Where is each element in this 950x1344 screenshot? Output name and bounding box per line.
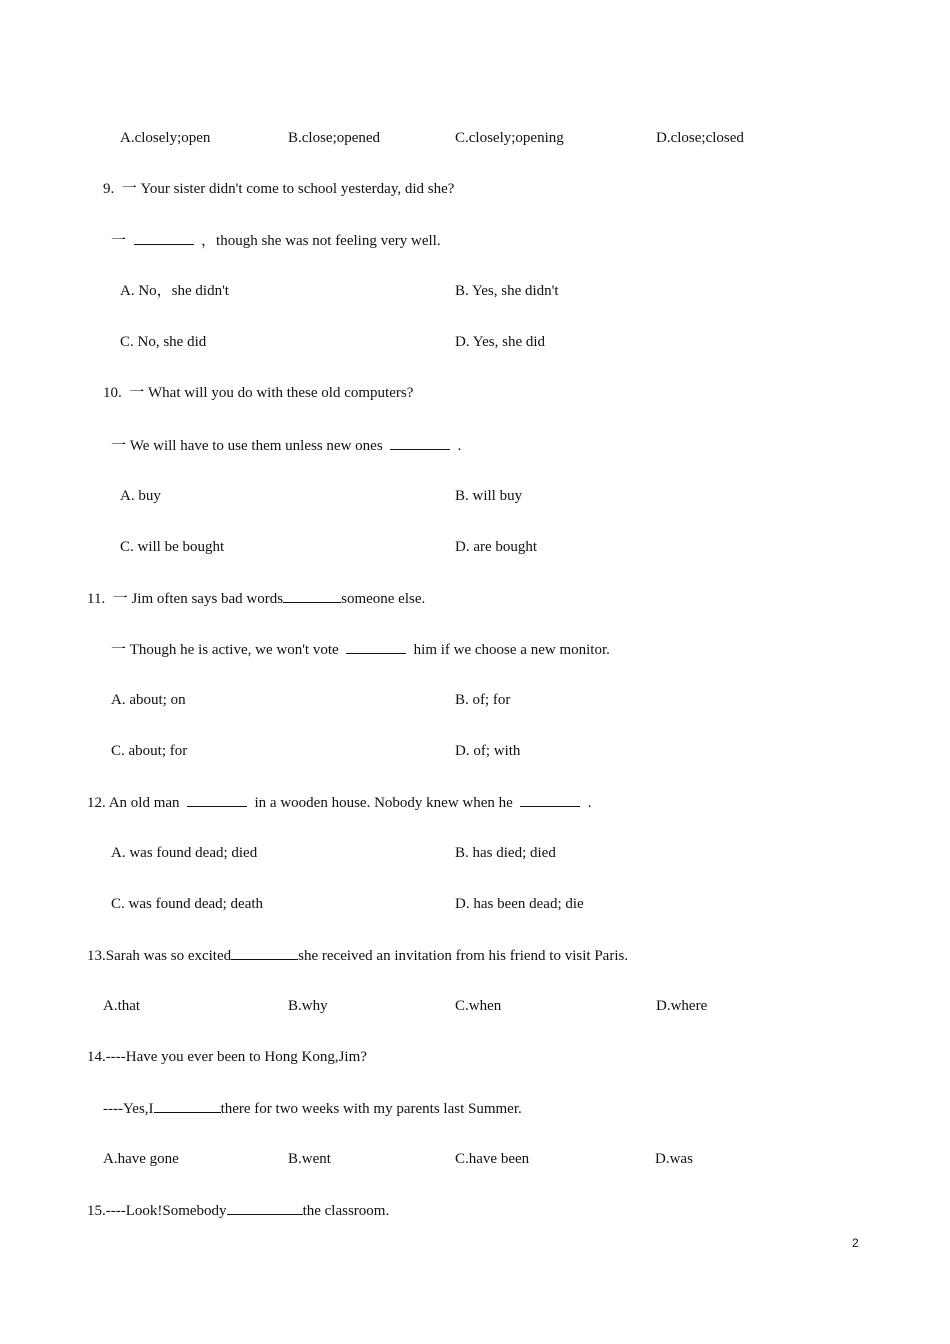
question-text: An old man — [108, 795, 180, 811]
q9-option-d: D. Yes, she did — [455, 334, 546, 350]
period: . — [587, 795, 592, 811]
q11-option-b: B. of; for — [455, 692, 511, 708]
q10-option-c: C. will be bought — [120, 539, 225, 555]
page-number: 2 — [852, 1236, 859, 1250]
q10-option-d: D. are bought — [455, 539, 538, 555]
q13-option-c: C.when — [455, 998, 502, 1014]
answer-blank — [231, 946, 298, 960]
q10-option-b: B. will buy — [455, 488, 523, 504]
q9-option-c: C. No, she did — [120, 334, 207, 350]
answer-blank — [283, 589, 341, 603]
q12-option-c: C. was found dead; death — [111, 896, 264, 912]
question-text: 15.----Look!Somebody — [87, 1203, 227, 1219]
question-text-end: she received an invitation from his friend to visit Paris. — [298, 948, 629, 964]
question-prompt: 一 Your sister didn't come to school yesterday, did she? — [121, 181, 455, 197]
comma: ， — [201, 233, 217, 249]
q11-option-c: C. about; for — [111, 743, 188, 759]
question-prompt: 一 Jim often says bad words — [112, 591, 284, 607]
period: . — [457, 438, 462, 454]
question-number: 10. — [103, 385, 122, 401]
question-12 — [87, 793, 592, 811]
question-10-reply — [111, 436, 461, 454]
answer-blank — [390, 436, 450, 450]
answer-blank — [187, 793, 247, 807]
reply-text-end: there for two weeks with my parents last Summer. — [220, 1101, 522, 1117]
question-15 — [87, 1201, 389, 1219]
q14-option-d: D.was — [655, 1151, 693, 1167]
reply-text: ----Yes,I — [103, 1101, 154, 1117]
question-number: 11. — [87, 591, 106, 607]
question-11-reply — [111, 640, 610, 658]
reply-text: 一 Though he is active, we won't vote — [111, 642, 339, 658]
question-9-reply — [111, 231, 441, 249]
q8-option-d: D.close;closed — [656, 130, 744, 146]
dash: 一 — [111, 233, 127, 249]
q10-option-a: A. buy — [120, 488, 161, 504]
question-14-reply — [103, 1099, 522, 1117]
q12-option-d: D. has been dead; die — [455, 896, 584, 912]
q14-option-a: A.have gone — [103, 1151, 179, 1167]
question-text-end: the classroom. — [302, 1203, 390, 1219]
reply-text: though she was not feeling very well. — [216, 233, 441, 249]
answer-blank — [346, 640, 406, 654]
question-text: 13.Sarah was so excited — [87, 948, 232, 964]
question-prompt: 一 What will you do with these old computers? — [129, 385, 414, 401]
answer-blank — [520, 793, 580, 807]
question-number: 12. — [87, 795, 106, 811]
q13-option-b: B.why — [288, 998, 328, 1014]
q9-option-a: A. No，she didn't — [120, 283, 229, 299]
question-number: 9. — [103, 181, 115, 197]
q12-option-b: B. has died; died — [455, 845, 556, 861]
reply-text: 一 We will have to use them unless new ones — [111, 438, 383, 454]
q8-option-b: B.close;opened — [288, 130, 381, 146]
q8-option-a: A.closely;open — [120, 130, 211, 146]
question-13 — [87, 946, 628, 964]
q14-option-c: C.have been — [455, 1151, 530, 1167]
q9-option-b: B. Yes, she didn't — [455, 283, 559, 299]
q8-option-c: C.closely;opening — [455, 130, 564, 146]
answer-blank — [154, 1099, 221, 1113]
question-10 — [103, 384, 413, 402]
question-text-mid: in a wooden house. Nobody knew when he — [254, 795, 513, 811]
q11-option-a: A. about; on — [111, 692, 186, 708]
q14-option-b: B.went — [288, 1151, 331, 1167]
q13-option-d: D.where — [656, 998, 708, 1014]
answer-blank — [134, 231, 194, 245]
q13-option-a: A.that — [103, 998, 141, 1014]
q11-option-d: D. of; with — [455, 743, 521, 759]
question-14: 14.----Have you ever been to Hong Kong,Jim? — [87, 1049, 367, 1065]
q12-option-a: A. was found dead; died — [111, 845, 258, 861]
question-prompt-end: someone else. — [341, 591, 426, 607]
answer-blank — [227, 1201, 303, 1215]
question-11 — [87, 589, 425, 607]
reply-text-end: him if we choose a new monitor. — [413, 642, 610, 658]
question-9 — [103, 180, 454, 198]
